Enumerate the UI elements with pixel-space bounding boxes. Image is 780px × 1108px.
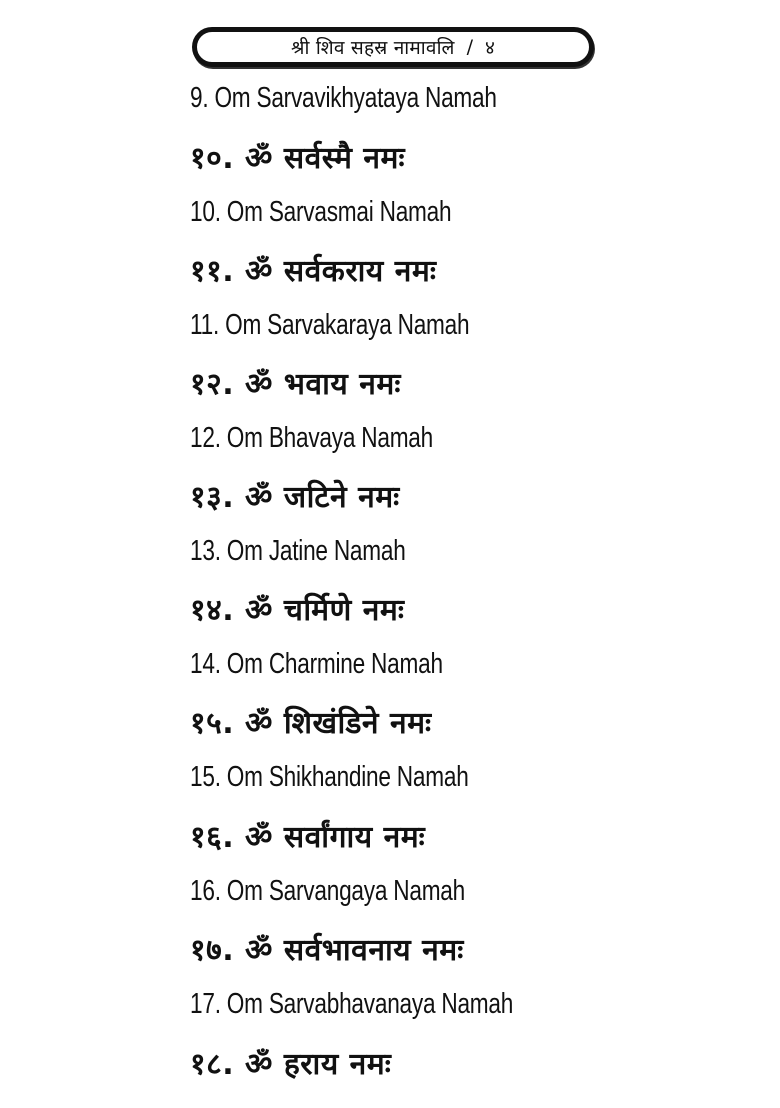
name-line-roman: 10. Om Sarvasmai Namah — [190, 196, 452, 228]
name-line-devanagari: १०. ॐ सर्वस्मै नमः — [190, 141, 406, 176]
name-line-devanagari: १५. ॐ शिखंडिने नमः — [190, 706, 432, 741]
name-line-roman: 13. Om Jatine Namah — [190, 535, 406, 567]
name-line-roman: 15. Om Shikhandine Namah — [190, 761, 469, 793]
header-title: श्री शिव सहस्र नामावलि — [291, 37, 455, 59]
name-line-roman: 14. Om Charmine Namah — [190, 648, 443, 680]
name-line-roman: 17. Om Sarvabhavanaya Namah — [190, 988, 514, 1020]
name-line-roman: 12. Om Bhavaya Namah — [190, 422, 434, 454]
name-line-devanagari: १३. ॐ जटिने नमः — [190, 480, 400, 515]
name-line-roman: 16. Om Sarvangaya Namah — [190, 875, 465, 907]
name-line-roman: 9. Om Sarvavikhyataya Namah — [190, 82, 497, 114]
name-line-devanagari: १४. ॐ चर्मिणे नमः — [190, 593, 405, 628]
header-separator: / — [466, 36, 474, 58]
name-line-devanagari: १२. ॐ भवाय नमः — [190, 367, 401, 402]
name-line-devanagari: ११. ॐ सर्वकराय नमः — [190, 254, 437, 289]
name-line-devanagari: १८. ॐ हराय नमः — [190, 1047, 392, 1082]
name-line-devanagari: १६. ॐ सर्वांगाय नमः — [190, 820, 426, 855]
name-line-devanagari: १७. ॐ सर्वभावनाय नमः — [190, 933, 464, 968]
header-band — [192, 27, 594, 67]
name-line-roman: 11. Om Sarvakaraya Namah — [190, 309, 470, 341]
page-number: ४ — [485, 37, 495, 59]
